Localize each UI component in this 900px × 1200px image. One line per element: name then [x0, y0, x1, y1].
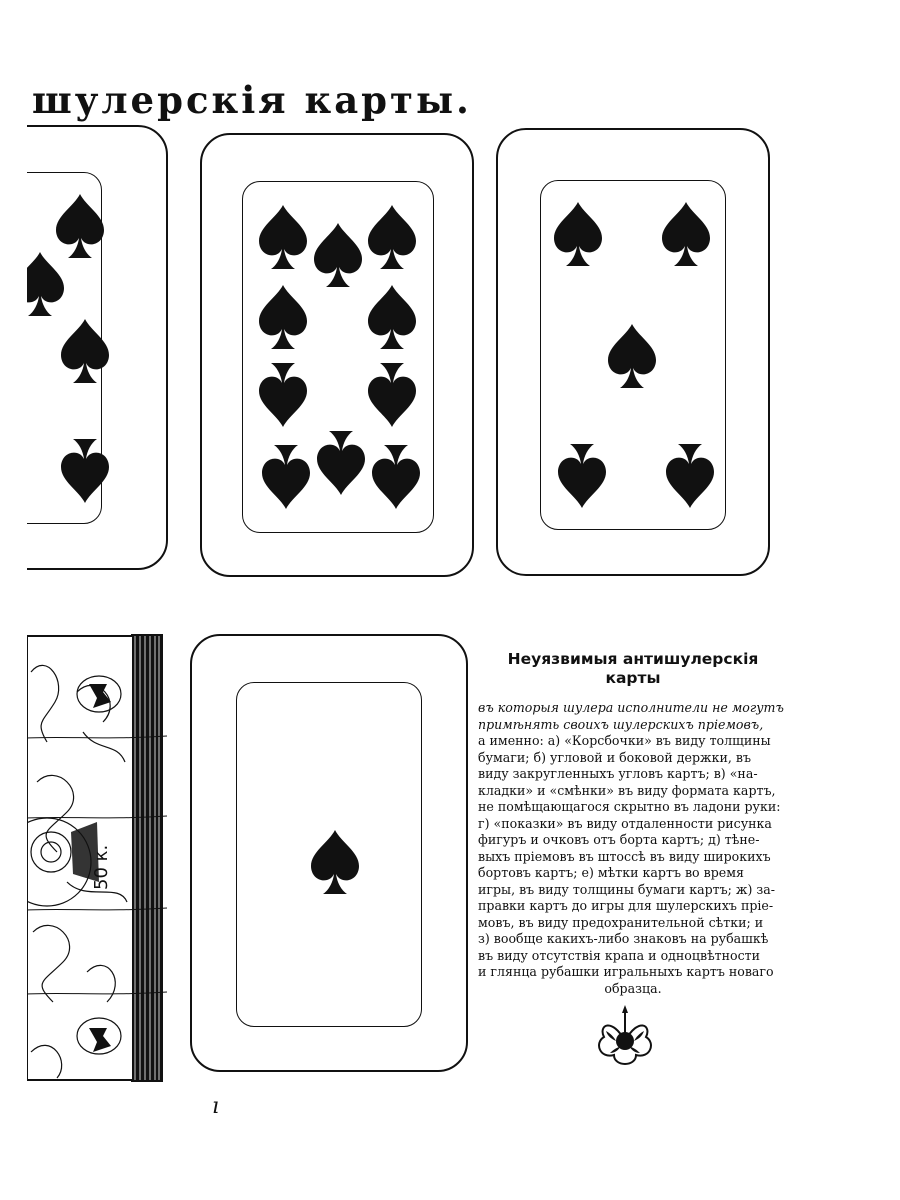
playing-card-ace: [190, 634, 468, 1072]
caption-body-line: выхъ пріемовъ въ штоссѣ въ виду широкихъ: [478, 848, 771, 864]
spade-icon: [313, 429, 369, 497]
page-mark: ı: [212, 1094, 220, 1119]
caption-body-line: а именно: а) «Корсбочки» въ виду толщины: [478, 733, 771, 748]
spade-icon: [604, 322, 660, 390]
spade-icon: [364, 283, 420, 351]
caption-title-line: карты: [605, 669, 661, 687]
page-heading: шулерскія карты.: [32, 78, 472, 122]
floral-ornament-icon: [592, 1003, 658, 1073]
card-deck-illustration: [27, 632, 167, 1084]
caption-body-line: виду закругленныхъ угловъ картъ; в) «на-: [478, 766, 758, 781]
caption-body-line: фигуръ и очковъ отъ борта картъ; д) тѣне-: [478, 832, 760, 847]
page-edge: [0, 0, 27, 1200]
caption-body-line: и глянца рубашки игральныхъ картъ новаго: [478, 964, 774, 979]
caption-body-line: кладки» и «смѣнки» въ виду формата картъ,: [478, 782, 776, 798]
spade-icon: [554, 442, 610, 510]
spade-icon: [255, 361, 311, 429]
caption-body-line: мовъ, въ виду предохранительной сѣтки; и: [478, 914, 764, 930]
caption-body-line: г) «показки» въ виду отдаленности рисунка: [478, 815, 772, 831]
caption-body-line: бортовъ картъ; е) мѣтки картъ во время: [478, 865, 744, 880]
caption-body-line: з) вообще какихъ-либо знаковъ на рубашкѣ: [478, 931, 769, 946]
caption-intro-line: въ которыя шулера исполнители не могутъ: [478, 700, 784, 715]
playing-card-five: [496, 128, 770, 576]
caption-title-line: Неуязвимыя антишулерскія: [507, 650, 759, 668]
caption-body-line: правки картъ до игры для шулерскихъ пріе-: [478, 898, 774, 913]
spade-icon: [550, 200, 606, 268]
caption-block: [478, 650, 788, 997]
caption-closing-line: образца.: [604, 980, 662, 996]
caption-body-line: въ виду отсутствія крапа и одноцвѣтности: [478, 947, 761, 963]
spade-icon: [364, 361, 420, 429]
spade-icon: [662, 442, 718, 510]
caption-body-line: бумаги; б) угловой и боковой держки, въ: [478, 749, 752, 765]
spade-icon: [255, 283, 311, 351]
spade-icon: [57, 437, 113, 505]
caption-intro-line: примѣнять своихъ шулерскихъ пріемовъ,: [478, 716, 764, 732]
playing-card-nine: [200, 133, 474, 577]
caption-body-line: не помѣщающагося скрытно въ ладони руки:: [478, 799, 781, 814]
spade-icon: [310, 221, 366, 289]
spade-icon: [258, 443, 314, 511]
spade-icon: [364, 203, 420, 271]
spade-icon: [307, 828, 363, 896]
spade-icon: [658, 200, 714, 268]
spade-icon: [255, 203, 311, 271]
deck-price-label: 50 к.: [91, 844, 112, 890]
spade-icon: [368, 443, 424, 511]
spade-icon: [57, 317, 113, 385]
caption-body-line: игры, въ виду толщины бумаги картъ; ж) за-: [478, 881, 776, 897]
